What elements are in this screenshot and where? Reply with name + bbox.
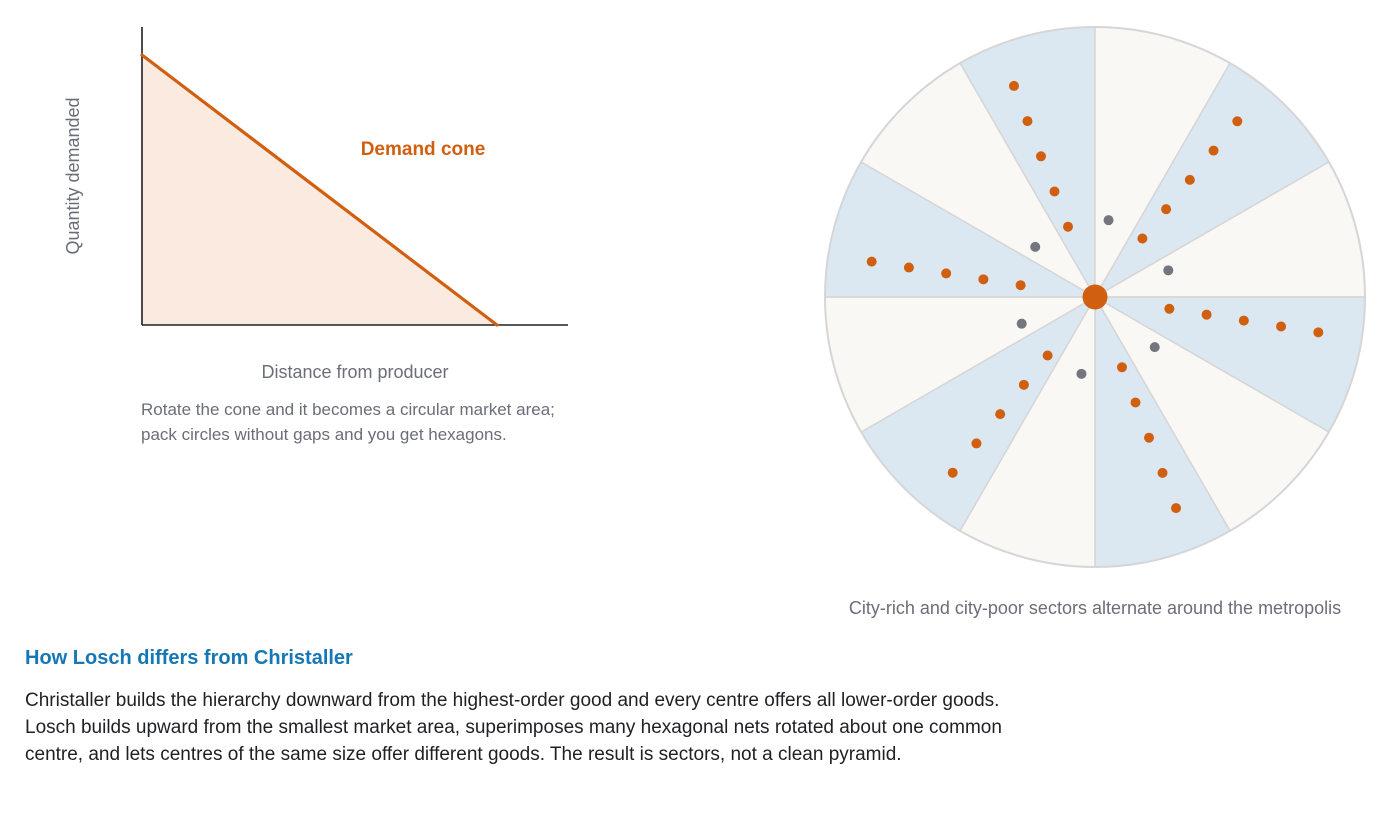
- section-body-text: Christaller builds the hierarchy downward from the highest-order good and every centre offers all lower-order goods. Losch builds upward from the smallest market area, superimposes many hexagonal nets rotated about one common centre, and lets centres of the same size offer different goods. The result is sectors, not a clean pyramid.: [25, 690, 1002, 765]
- x-axis-label: Distance from producer: [261, 362, 449, 382]
- city-dot: [904, 263, 914, 273]
- city-dot: [971, 438, 981, 448]
- city-dot: [1185, 175, 1195, 185]
- minor-centre-dot: [1163, 265, 1173, 275]
- city-dot: [1239, 316, 1249, 326]
- minor-centre-dot: [1076, 369, 1086, 379]
- city-dot: [1016, 280, 1026, 290]
- section-heading: How Losch differs from Christaller: [25, 647, 353, 669]
- sector-wheel-caption: City-rich and city-poor sectors alternate around the metropolis: [848, 598, 1342, 618]
- cone-caption-line-1: Rotate the cone and it becomes a circular market area;: [141, 400, 555, 419]
- y-axis-label: Quantity demanded: [63, 97, 83, 255]
- minor-centre-dot: [1030, 242, 1040, 252]
- city-dot: [948, 468, 958, 478]
- city-dot: [1276, 321, 1286, 331]
- city-dot: [978, 274, 988, 284]
- city-dot: [1137, 233, 1147, 243]
- city-dot: [995, 409, 1005, 419]
- city-dot: [1202, 310, 1212, 320]
- city-dot: [1117, 362, 1127, 372]
- minor-centre-dot: [1104, 215, 1114, 225]
- minor-centre-dot: [1017, 319, 1027, 329]
- metropolis-dot: [1083, 285, 1108, 310]
- city-dot: [1144, 433, 1154, 443]
- sector-wheel: [800, 0, 1400, 590]
- city-dot: [1313, 327, 1323, 337]
- cone-caption-line-2: pack circles without gaps and you get hexagons.: [141, 425, 507, 444]
- city-dot: [1022, 116, 1032, 126]
- city-dot: [1232, 116, 1242, 126]
- city-dot: [867, 257, 877, 267]
- minor-centre-dot: [1150, 342, 1160, 352]
- city-dot: [1171, 503, 1181, 513]
- city-dot: [1063, 222, 1073, 232]
- city-dot: [1209, 146, 1219, 156]
- city-dot: [1019, 380, 1029, 390]
- demand-cone-label: Demand cone: [360, 139, 486, 160]
- city-dot: [1161, 204, 1171, 214]
- city-dot: [1164, 304, 1174, 314]
- demand-cone-figure: [0, 0, 700, 360]
- city-dot: [1131, 397, 1141, 407]
- city-dot: [1036, 151, 1046, 161]
- city-dot: [1050, 187, 1060, 197]
- cone-caption: [141, 397, 641, 447]
- city-dot: [1043, 351, 1053, 361]
- city-dot: [1009, 81, 1019, 91]
- city-dot: [1158, 468, 1168, 478]
- city-dot: [941, 268, 951, 278]
